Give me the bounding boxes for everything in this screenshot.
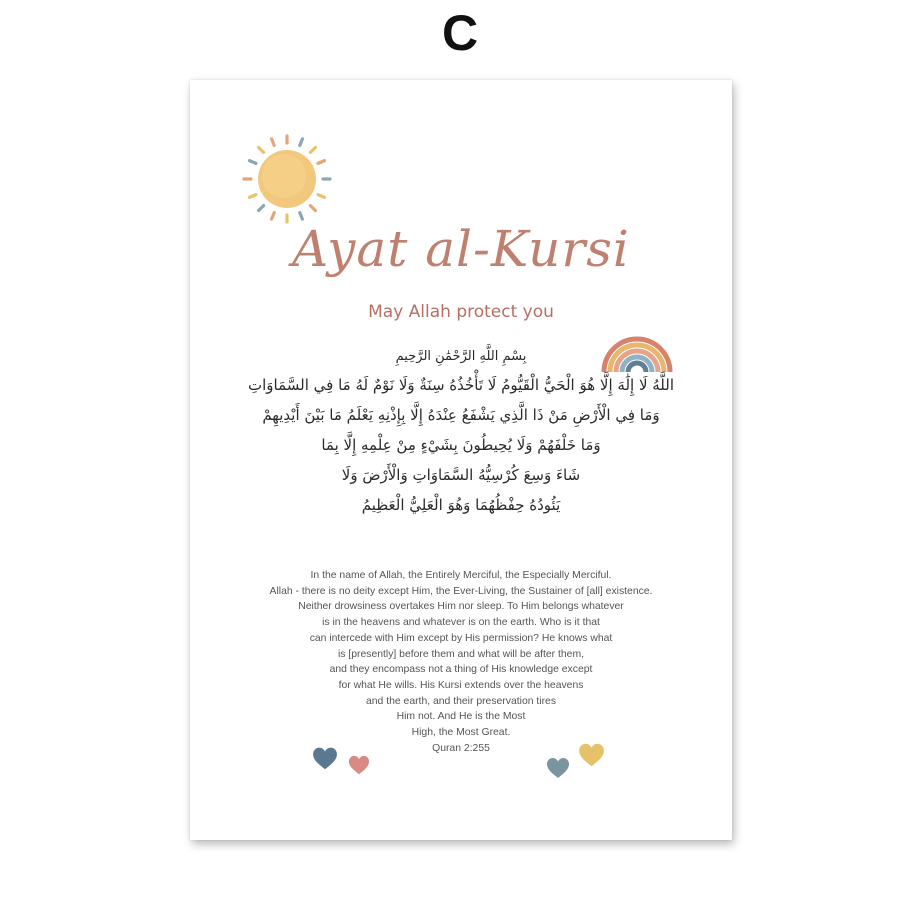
arabic-line: بِسْمِ اللَّهِ الرَّحْمَٰنِ الرَّحِيمِ bbox=[395, 349, 527, 364]
english-translation bbox=[210, 568, 712, 756]
arabic-line: يَئُودُهُ حِفْظُهُمَا وَهُوَ الْعَلِيُّ الْعَظِيمُ bbox=[361, 496, 561, 514]
poster bbox=[190, 80, 732, 840]
arabic-line: وَمَا فِي الْأَرْضِ مَنْ ذَا الَّذِي يَشْفَعُ عِنْدَهُ إِلَّا بِإِذْنِهِ يَعْلَمُ مَا بَيْنَ أَيْدِيهِمْ bbox=[262, 406, 660, 424]
translation-line: can intercede with Him except by His permission? He knows what bbox=[309, 632, 613, 644]
translation-line: and the earth, and their preservation tires bbox=[365, 695, 557, 707]
translation-line: In the name of Allah, the Entirely Merciful, the Especially Merciful. bbox=[310, 570, 612, 581]
heart-icon bbox=[348, 753, 370, 778]
verse-reference: Quran 2:255 bbox=[432, 742, 490, 754]
arabic-line: وَمَا خَلْفَهُمْ وَلَا يُحِيطُونَ بِشَيْءٍ مِنْ عِلْمِهِ إِلَّا بِمَا bbox=[321, 436, 601, 454]
translation-line: is in the heavens and whatever is on the earth. Who is it that bbox=[322, 617, 600, 629]
translation-line: Him not. And He is the Most bbox=[396, 711, 526, 723]
poster-title: Ayat al-Kursi bbox=[292, 220, 630, 278]
translation-line: Allah - there is no deity except Him, the Ever-Living, the Sustainer of [all] existence. bbox=[269, 585, 653, 597]
heart-icon bbox=[546, 755, 570, 782]
translation-line: for what He wills. His Kursi extends over the heavens bbox=[338, 679, 584, 691]
heart-icon bbox=[578, 740, 605, 771]
variant-label: C bbox=[441, 5, 479, 61]
translation-line: Neither drowsiness overtakes Him nor sleep. To Him belongs whatever bbox=[298, 601, 624, 613]
arabic-line: اللَّهُ لَا إِلَٰهَ إِلَّا هُوَ الْحَيُّ الْقَيُّومُ لَا تَأْخُذُهُ سِنَةٌ وَلَا نَوْمٌ لَهُ مَا فِي السَّمَاوَاتِ bbox=[247, 376, 675, 394]
heart-icon bbox=[312, 744, 338, 774]
sun-icon bbox=[240, 132, 334, 226]
translation-line: High, the Most Great. bbox=[411, 727, 511, 739]
translation-line: and they encompass not a thing of His knowledge except bbox=[329, 664, 593, 676]
arabic-line: شَاءَ وَسِعَ كُرْسِيُّهُ السَّمَاوَاتِ وَالْأَرْضَ وَلَا bbox=[341, 466, 581, 484]
arabic-verse bbox=[230, 342, 692, 520]
translation-line: is [presently] before them and what will be after them, bbox=[337, 648, 585, 660]
poster-subtitle: May Allah protect you bbox=[368, 302, 554, 322]
